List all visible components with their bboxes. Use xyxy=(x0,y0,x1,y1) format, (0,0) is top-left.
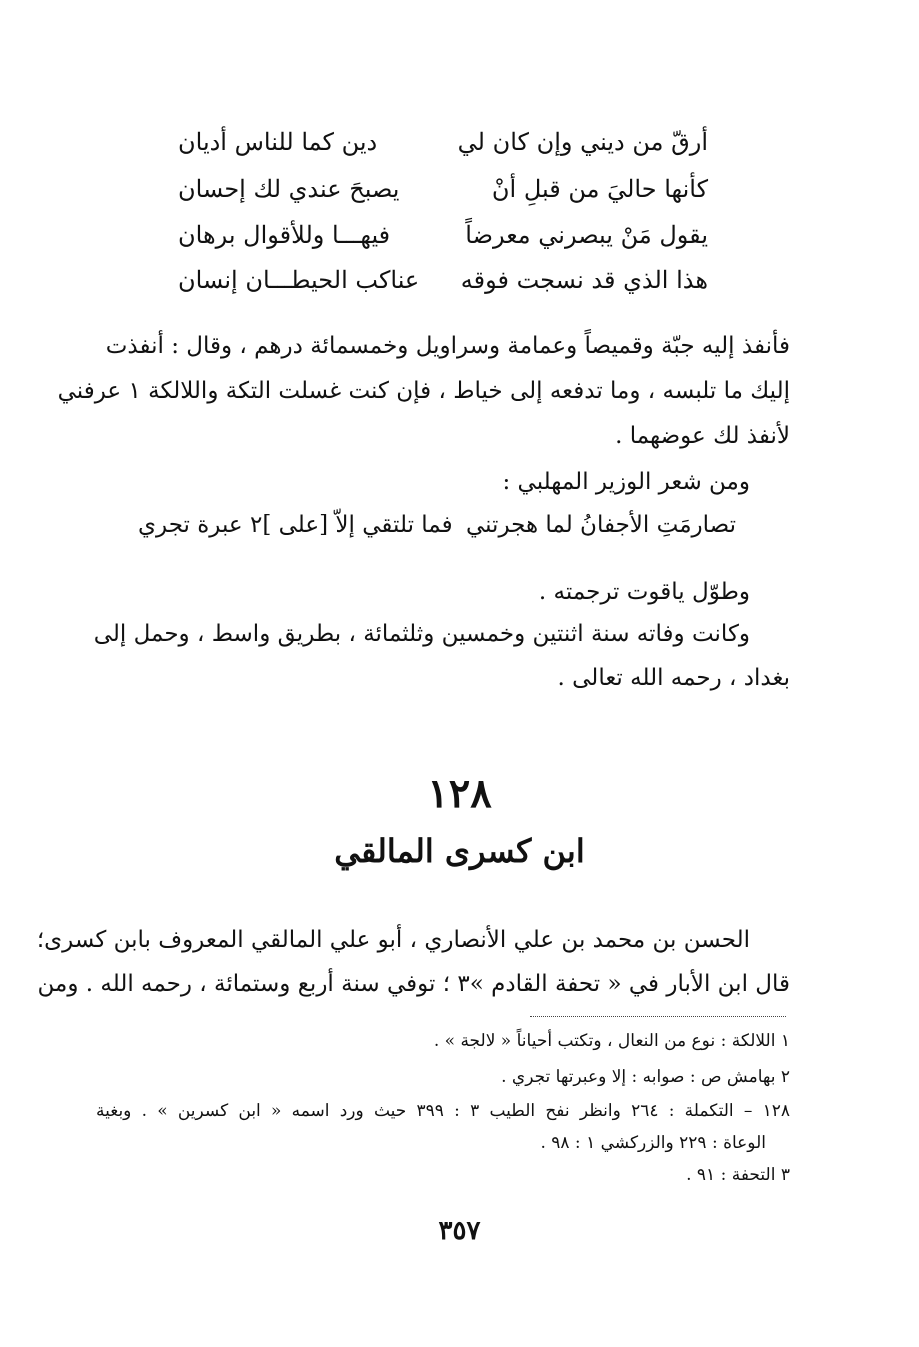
verse-line xyxy=(178,128,708,164)
footnote-separator xyxy=(530,1016,786,1017)
verse-line xyxy=(178,266,708,302)
verse-hemistich-first: تصارمَتِ الأجفانُ لما هجرتني xyxy=(465,512,736,538)
poem-intro: ومن شعر الوزير المهلبي : xyxy=(502,469,750,495)
page-number: ٣٥٧ xyxy=(438,1216,481,1246)
verse-hemistich-second: يصبحَ عندي لك إحسان xyxy=(178,175,400,203)
entry-number: ١٢٨ xyxy=(427,770,492,817)
paragraph-line: وكانت وفاته سنة اثنتين وخمسين وثلثمائة ، بطريق واسط ، وحمل إلى xyxy=(93,621,750,647)
footnote: ١٢٨ – التكملة : ٢٦٤ وانظر نفح الطيب ٣ : ٣٩٩ حيث ورد اسمه « ابن كسرين » . وبغية xyxy=(96,1101,790,1121)
paragraph: وطوّل ياقوت ترجمته . xyxy=(538,579,750,605)
verse-line xyxy=(178,175,708,211)
entry-title: ابن كسرى المالقي xyxy=(334,832,585,870)
verse-hemistich-second: دين كما للناس أديان xyxy=(178,128,378,156)
footnote: ١ اللالكة : نوع من النعال ، وتكتب أحياناً « لالجة » . xyxy=(433,1031,790,1051)
paragraph-line: قال ابن الأبار في « تحفة القادم »٣ ؛ توفي سنة أربع وستمائة ، رحمه الله . ومن xyxy=(37,971,790,997)
footnote-continuation: الوعاة : ٢٢٩ والزركشي ١ : ٩٨ . xyxy=(540,1133,766,1153)
footnote: ٣ التحفة : ٩١ . xyxy=(686,1165,790,1185)
verse-line xyxy=(138,512,736,552)
verse-hemistich-first: هذا الذي قد نسجت فوقه xyxy=(460,266,708,294)
footnote: ٢ بهامش ص : صوابه : إلا وعبرتها تجري . xyxy=(501,1067,790,1087)
paragraph-line: بغداد ، رحمه الله تعالى . xyxy=(557,665,790,691)
verse-hemistich-second: عناكب الحيطـــان إنسان xyxy=(178,266,420,294)
verse-hemistich-first: يقول مَنْ يبصرني معرضاً xyxy=(465,221,708,249)
paragraph xyxy=(57,324,790,459)
paragraph-line: إليك ما تلبسه ، وما تدفعه إلى خياط ، فإن كنت غسلت التكة واللالكة ١ عرفني xyxy=(57,378,790,404)
paragraph-line: الحسن بن محمد بن علي الأنصاري ، أبو علي المالقي المعروف بابن كسرى؛ xyxy=(36,927,750,953)
verse-hemistich-second: فما تلتقي إلاّ [على ]٢ عبرة تجري xyxy=(138,512,453,538)
paragraph-line: فأنفذ إليه جبّة وقميصاً وعمامة وسراويل وخمسمائة درهم ، وقال : أنفذت xyxy=(105,333,790,359)
verse-hemistich-second: فيهـــا وللأقوال برهان xyxy=(178,221,391,249)
verse-hemistich-first: أرقّ من ديني وإن كان لي xyxy=(457,128,708,156)
paragraph-line: لأنفذ لك عوضهما . xyxy=(615,423,790,449)
verse-hemistich-first: كأنها حاليَ من قبلِ أنْ xyxy=(491,175,708,203)
verse-line xyxy=(178,221,708,257)
